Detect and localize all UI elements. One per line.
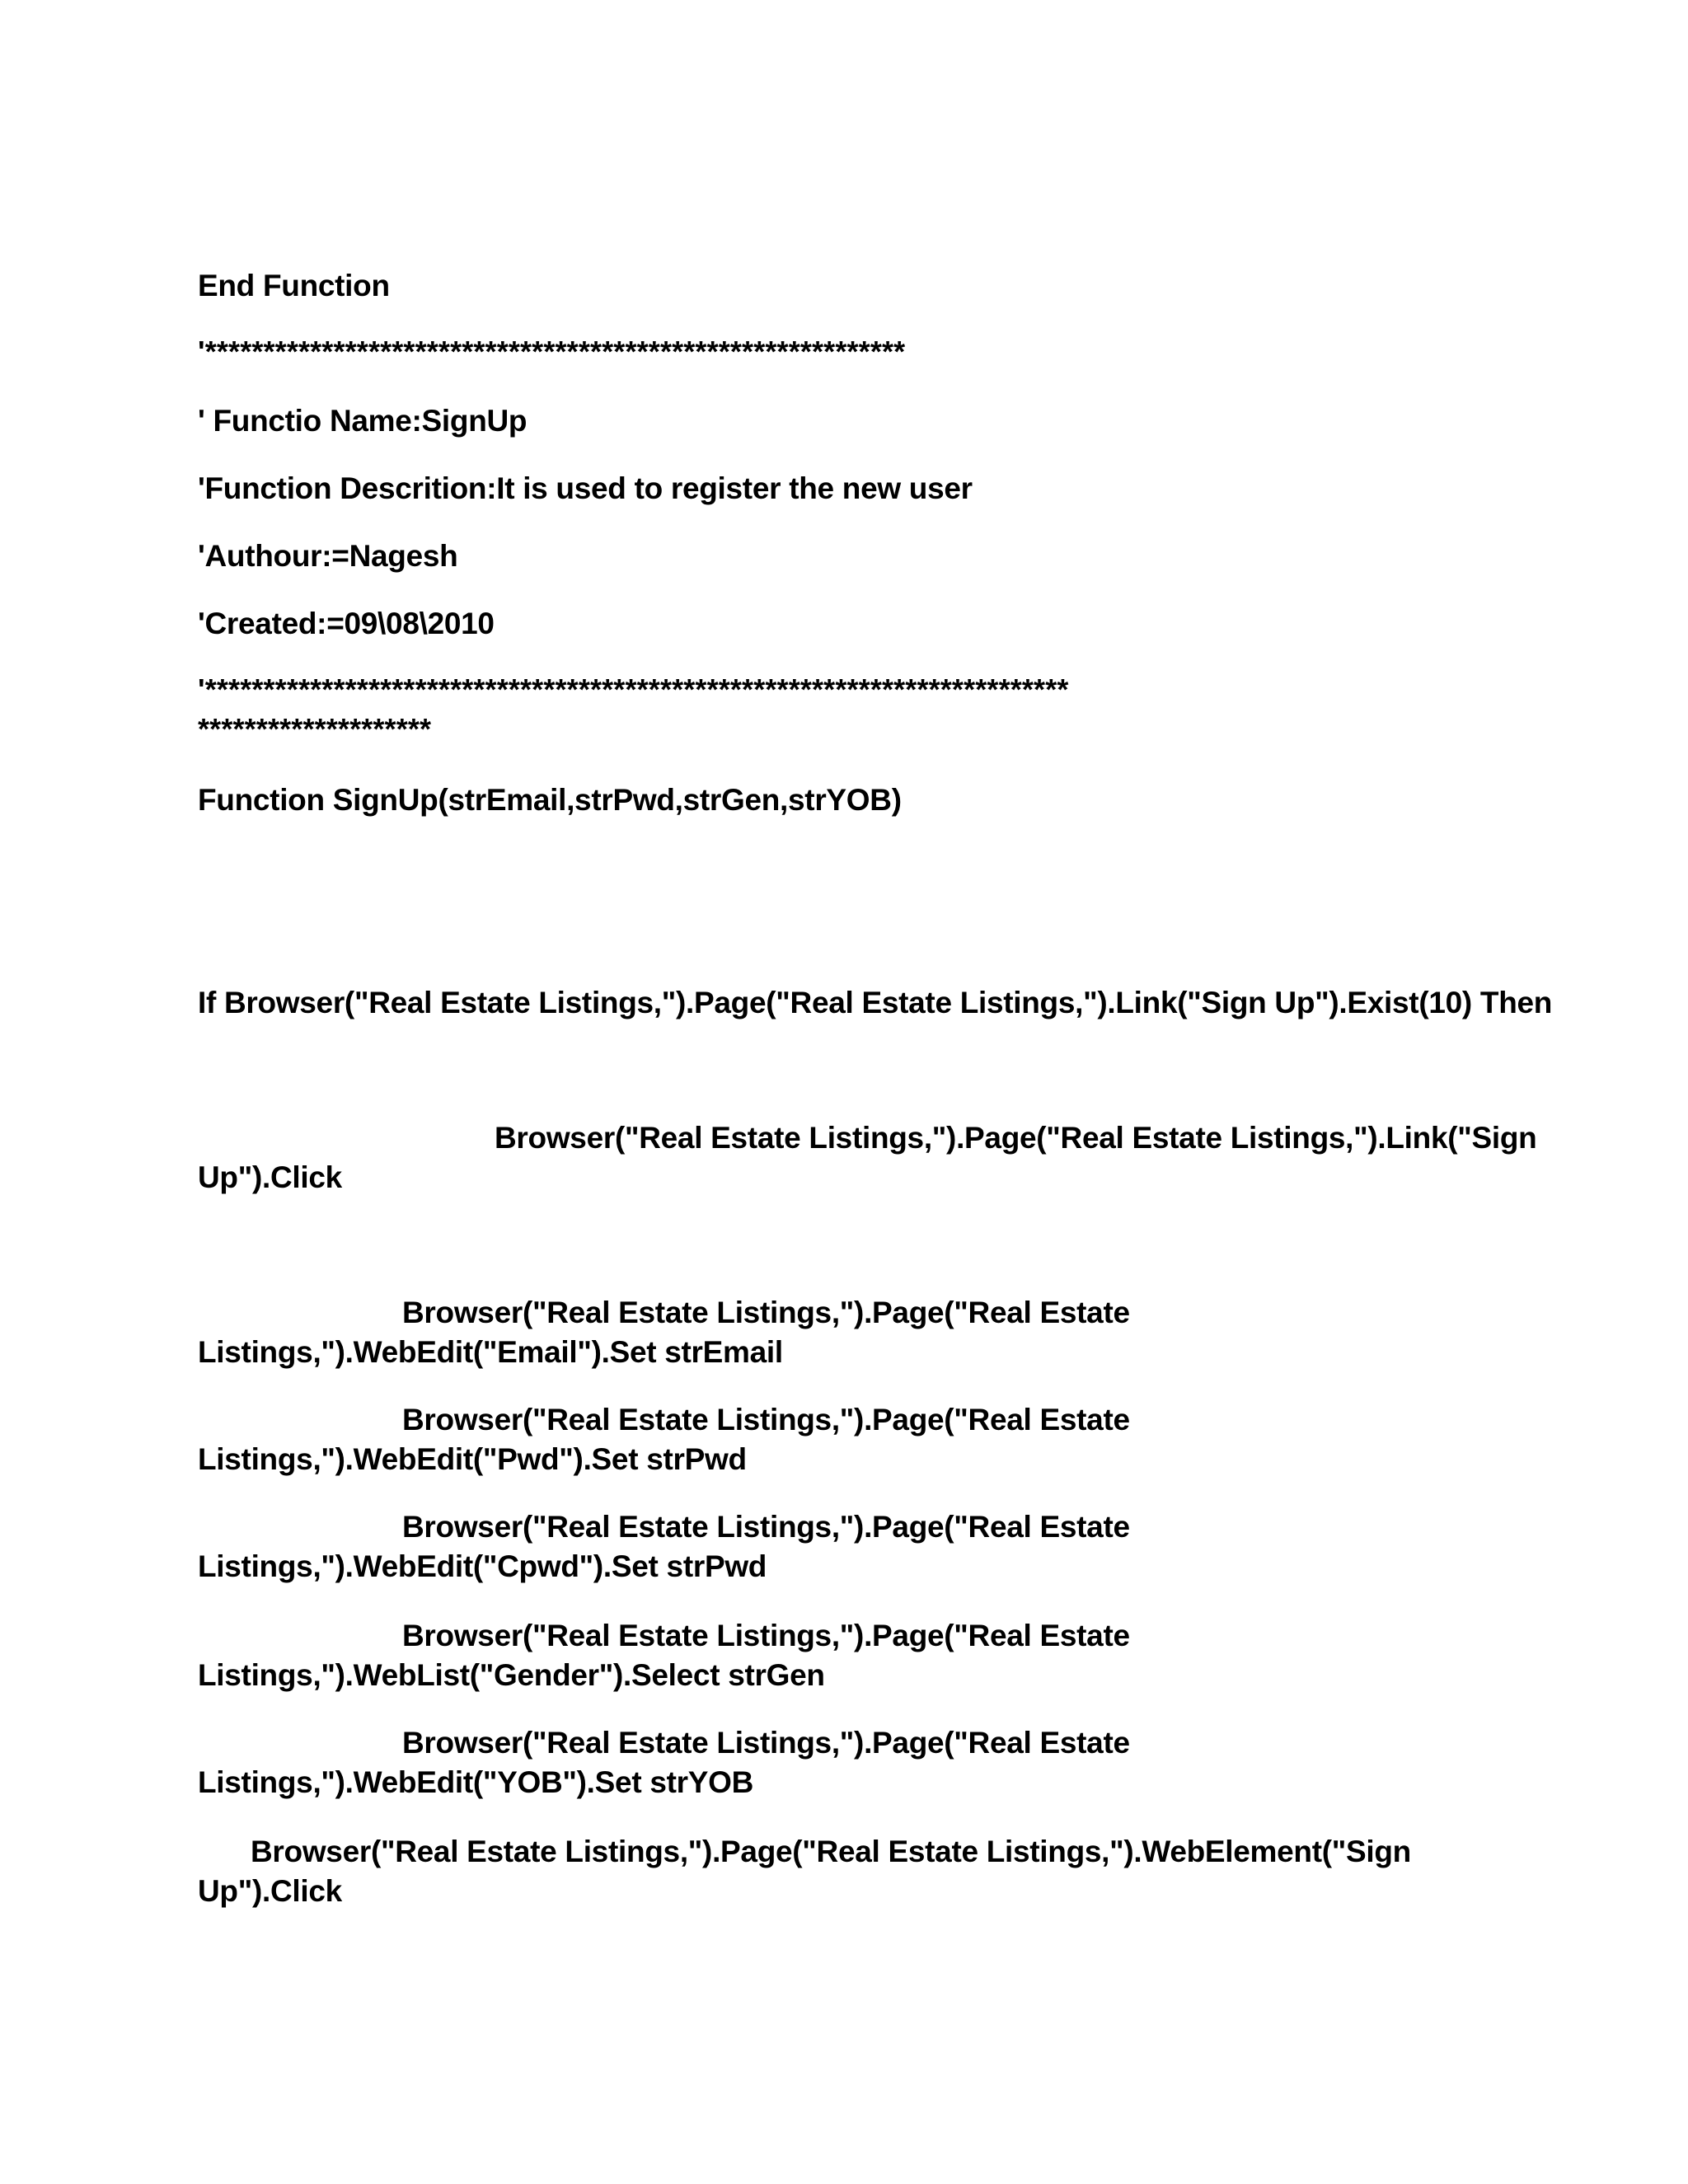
code-line: Listings,").WebEdit("Cpwd").Set strPwd: [198, 1549, 767, 1583]
code-line: Browser("Real Estate Listings,").Page("Real Estate: [402, 1296, 1130, 1329]
code-line: Function SignUp(strEmail,strPwd,strGen,strYOB): [198, 783, 902, 817]
comment-divider: '**************************************************************************: [198, 673, 1069, 706]
comment-line: 'Function Descrition:It is used to register the new user: [198, 471, 973, 505]
comment-line: 'Authour:=Nagesh: [198, 539, 458, 573]
comment-line: 'Created:=09\08\2010: [198, 607, 495, 640]
code-line: Browser("Real Estate Listings,").Page("Real Estate: [402, 1619, 1130, 1652]
code-line: Up").Click: [198, 1160, 342, 1194]
code-line: End Function: [198, 269, 390, 302]
code-line: Listings,").WebEdit("YOB").Set strYOB: [198, 1765, 753, 1799]
code-line: Listings,").WebList("Gender").Select strGen: [198, 1658, 825, 1692]
code-line: Up").Click: [198, 1874, 342, 1908]
comment-divider: ********************: [198, 712, 432, 746]
code-line: Browser("Real Estate Listings,").Page("Real Estate Listings,").WebElement("Sign: [251, 1835, 1411, 1868]
comment-divider: '************************************************************: [198, 335, 906, 368]
comment-line: ' Functio Name:SignUp: [198, 404, 528, 438]
code-line: Browser("Real Estate Listings,").Page("Real Estate: [402, 1510, 1130, 1544]
code-line: Listings,").WebEdit("Pwd").Set strPwd: [198, 1442, 747, 1476]
code-line: Browser("Real Estate Listings,").Page("Real Estate Listings,").Link("Sign: [495, 1121, 1537, 1155]
code-line: Browser("Real Estate Listings,").Page("Real Estate: [402, 1726, 1130, 1760]
code-line: Browser("Real Estate Listings,").Page("Real Estate: [402, 1403, 1130, 1436]
code-line: If Browser("Real Estate Listings,").Page("Real Estate Listings,").Link("Sign Up").Exist(10) Then: [198, 986, 1553, 1019]
code-line: Listings,").WebEdit("Email").Set strEmail: [198, 1335, 783, 1369]
